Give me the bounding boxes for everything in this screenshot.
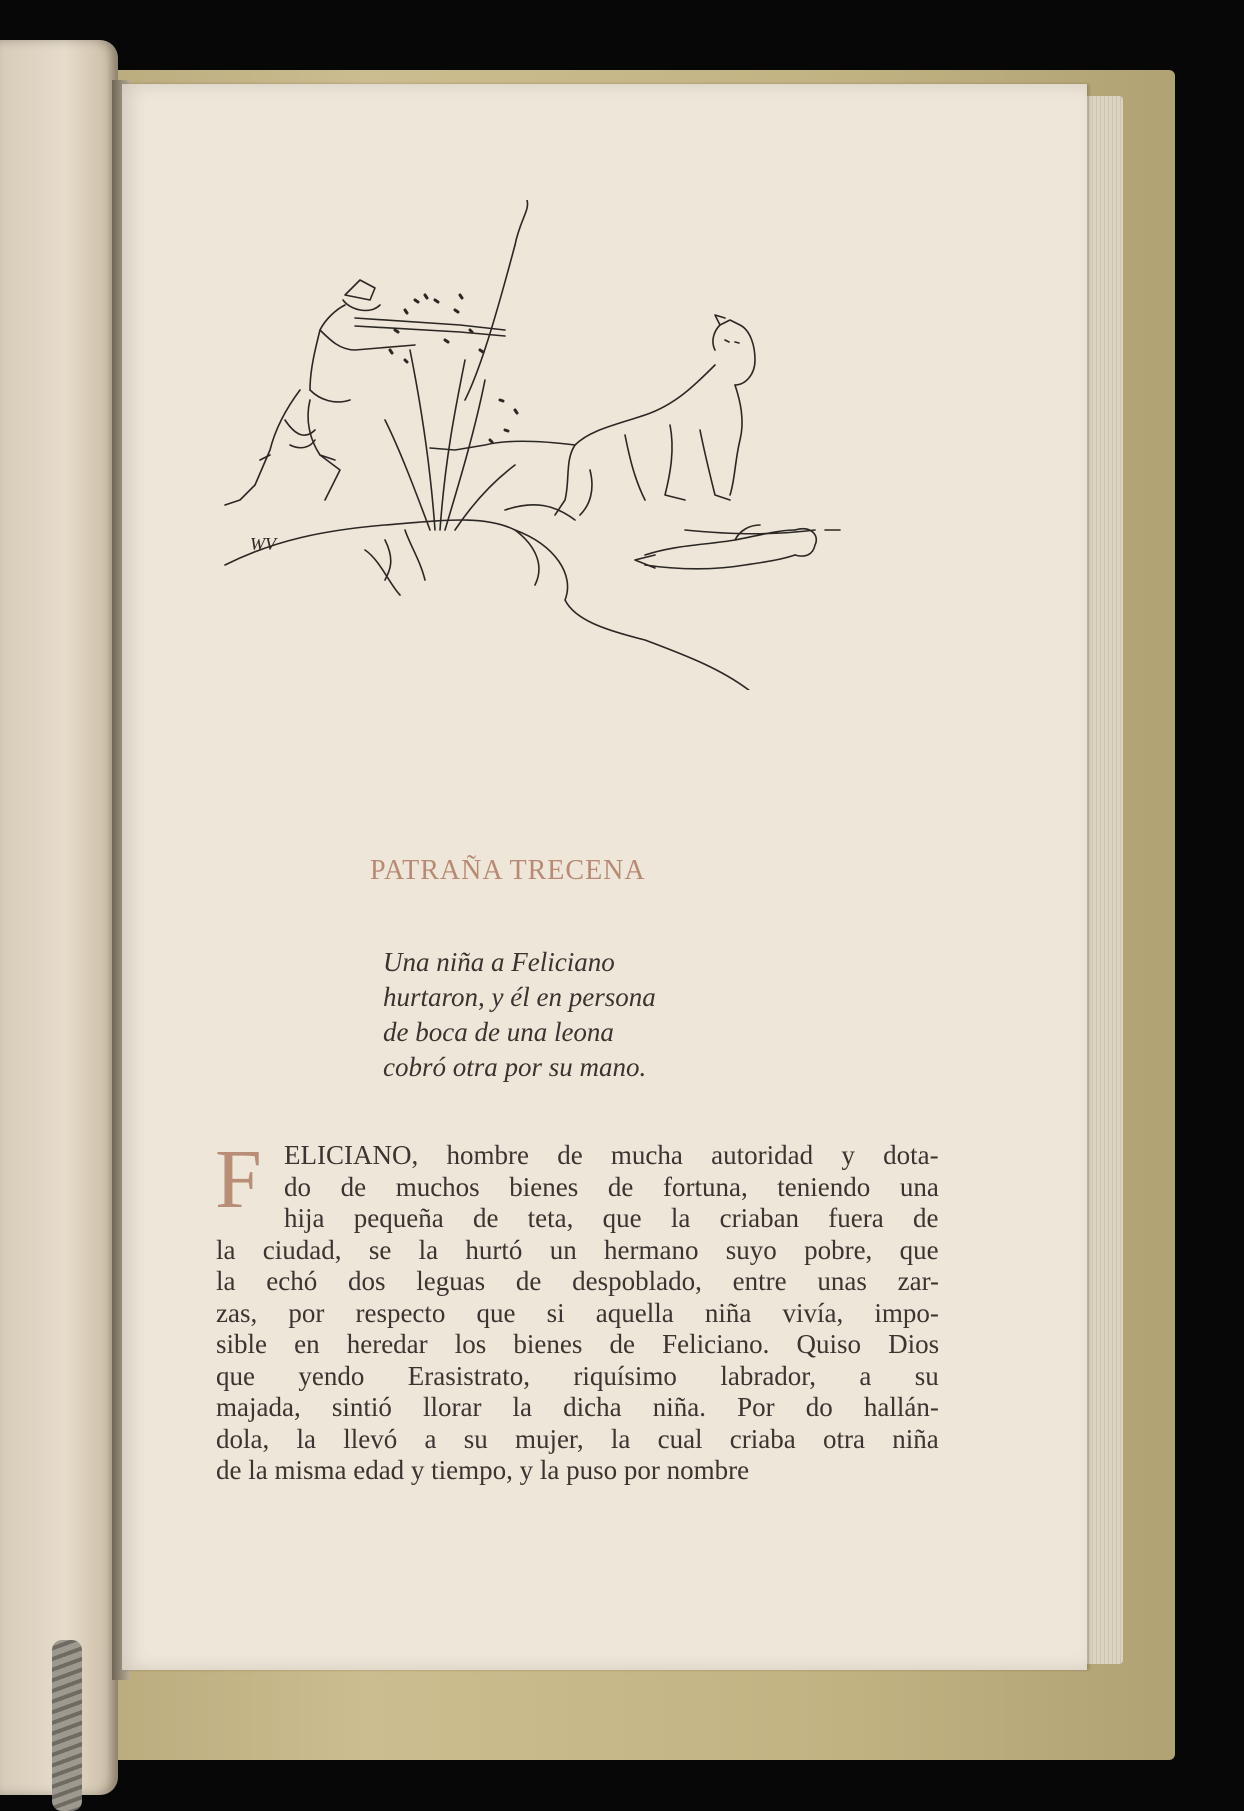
text-line-content: zas, por respecto que si aquella niña vivía, impo- — [216, 1297, 939, 1328]
text-line-content: que yendo Erasistrato, riquísimo labrador, a su — [216, 1360, 939, 1391]
text-line — [216, 1266, 939, 1298]
verse-line: hurtaron, y él en persona — [383, 982, 656, 1012]
page-stack-edges — [1085, 96, 1123, 1664]
verse-line: Una niña a Feliciano — [383, 947, 615, 977]
text-line — [216, 1424, 939, 1456]
lying-figure — [635, 525, 816, 569]
body-text — [215, 1133, 940, 1487]
text-line — [216, 1298, 939, 1330]
text-line — [216, 1455, 939, 1487]
text-line-content: ELICIANO, hombre de mucha autoridad y dota- — [284, 1140, 939, 1170]
chapter-title: PATRAÑA TRECENA — [370, 855, 646, 886]
artist-signature: WV — [250, 534, 276, 554]
ground-lines — [225, 505, 840, 690]
text-line — [216, 1392, 939, 1424]
text-line — [216, 1361, 939, 1393]
text-line — [216, 1140, 939, 1172]
lioness — [430, 315, 755, 515]
drop-cap: F — [215, 1133, 262, 1226]
text-line-content: majada, sintió llorar la dicha niña. Por do hallán- — [216, 1392, 939, 1422]
text-line-content: la ciudad, se la hurtó un hermano suyo pobre, que — [216, 1234, 939, 1265]
text-line — [216, 1203, 939, 1235]
text-line-content: la echó dos leguas de despoblado, entre unas zar- — [216, 1266, 940, 1296]
text-line-content: dola, la llevó a su mujer, la cual criaba otra niña — [216, 1423, 939, 1454]
text-line-content: hija pequeña de teta, que la criaban fuera de — [284, 1203, 939, 1233]
hunting-illustration — [215, 200, 935, 690]
text-line-content: de la misma edad y tiempo, y la puso por nombre — [216, 1455, 750, 1485]
bookmark-ribbon — [52, 1640, 82, 1811]
left-page-edge — [0, 40, 118, 1795]
verse-line: de boca de una leona — [383, 1017, 614, 1047]
text-line — [216, 1235, 939, 1267]
text-line — [216, 1329, 939, 1361]
text-line-content: do de muchos bienes de fortuna, teniendo una — [284, 1171, 939, 1202]
epigraph-verse — [383, 945, 803, 1085]
text-line — [216, 1172, 939, 1204]
text-line-content: sible en heredar los bienes de Feliciano. Quiso Dios — [216, 1329, 940, 1359]
shrub-icon — [365, 200, 528, 595]
verse-line: cobró otra por su mano. — [383, 1052, 647, 1082]
